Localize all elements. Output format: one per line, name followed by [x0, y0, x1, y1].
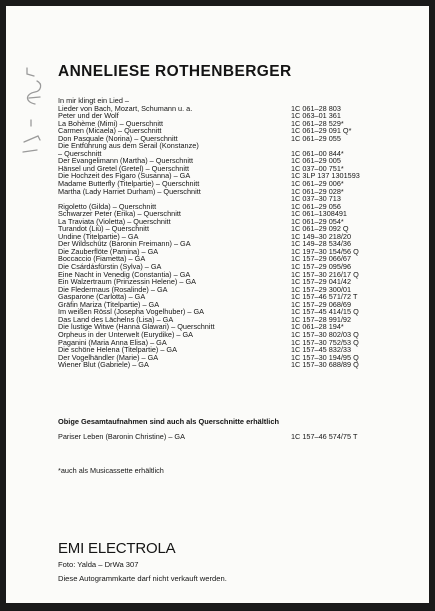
catalog-number: 1C 157–30 194/95 Q — [291, 352, 359, 362]
catalog-number: 1C 157–45 832/33 — [291, 345, 352, 355]
recording-title: La Bohème (Mimi) – Querschnitt — [58, 118, 164, 128]
catalog-number: 1C 061–29 055 — [291, 133, 341, 143]
recording-title: Pariser Leben (Baronin Christine) – GA — [58, 432, 185, 441]
catalog-number: 1C 063–01 361 — [291, 111, 341, 121]
catalog-number: 1C 157–29 041/42 — [291, 277, 352, 287]
catalog-number: 1C 197–30 154/56 Q — [291, 246, 359, 256]
recording-title: Orpheus in der Unterwelt (Eurydike) – GA — [58, 329, 194, 339]
recording-title: Die Fledermaus (Rosalinde) – GA — [58, 284, 168, 294]
catalog-number: 1C 061–29 056 — [291, 201, 341, 211]
recording-title: Gasparone (Carlotta) – GA — [58, 292, 146, 302]
catalog-number: 1C 157–28 991/92 — [291, 314, 352, 324]
catalog-number: 1C 149–30 218/20 — [291, 231, 352, 241]
recording-title: Boccaccio (Fiametta) – GA — [58, 254, 146, 264]
catalog-number: 1C 157–30 802/03 Q — [291, 329, 359, 339]
not-for-sale-notice: Diese Autogrammkarte darf nicht verkauft werden. — [58, 574, 227, 583]
recording-title: Die Zauberflöte (Pamina) – GA — [58, 246, 159, 256]
catalog-number: 1C 061–28 803 — [291, 103, 341, 113]
catalog-number: 1C 061–29 092 Q — [291, 224, 349, 234]
catalog-number: 1C 157–30 216/17 Q — [291, 269, 359, 279]
recording-title: Wiener Blut (Gabriele) – GA — [58, 360, 149, 370]
recording-title: Undine (Titelpartie) – GA — [58, 231, 139, 241]
recording-title: Eine Nacht in Venedig (Constantia) – GA — [58, 269, 191, 279]
catalog-number: 1C 061–29 028* — [291, 186, 344, 196]
recording-title: Die schöne Helena (Titelpartie) – GA — [58, 345, 177, 355]
recording-title: Turandot (Liù) – Querschnitt — [58, 224, 149, 234]
recording-title: La Traviata (Violetta) – Querschnitt — [58, 216, 171, 226]
recording-title: Die Csárdásfürstin (Sylva) – GA — [58, 262, 162, 272]
catalog-number: 1C 157–46 571/72 T — [291, 292, 358, 302]
emi-electrola-logo: EMI ELECTROLA — [58, 540, 176, 557]
catalog-number: 1C 037–30 713 — [291, 194, 341, 204]
catalog-number: 1C 061–28 529* — [291, 118, 344, 128]
recording-title: Gräfin Mariza (Titelpartie) – GA — [58, 299, 160, 309]
list-item — [58, 361, 393, 369]
photo-credit: Foto: Yalda – DrWa 307 — [58, 560, 139, 569]
catalog-number: 1C 061–1308491 — [291, 209, 347, 219]
list-item — [58, 432, 393, 440]
recording-title: Der Wildschütz (Baronin Freimann) – GA — [58, 239, 191, 249]
artist-name-title: ANNELIESE ROTHENBERGER — [58, 63, 292, 80]
list-item — [58, 188, 393, 196]
recording-title: In mir klingt ein Lied – — [58, 96, 129, 105]
catalog-number: 1C 157–45 414/15 Q — [291, 307, 359, 317]
recording-title: Die Entführung aus dem Serail (Konstanze) — [58, 141, 199, 151]
handwritten-pencil-note — [13, 64, 53, 159]
catalog-number: 1C 149–28 534/36 — [291, 239, 352, 249]
recording-title: Carmen (Micaela) – Querschnitt — [58, 126, 162, 136]
catalog-number: 1C 157–29 066/67 — [291, 254, 352, 264]
catalog-number: 1C 061–29 091 Q* — [291, 126, 352, 136]
recording-title: Rigoletto (Gilda) – Querschnitt — [58, 201, 157, 211]
recording-title: Hänsel und Gretel (Gretel) – Querschnitt — [58, 163, 189, 173]
recording-title: Peter und der Wolf — [58, 111, 119, 121]
recording-title: Madame Butterfly (Titelpartie) – Querschnitt — [58, 179, 200, 189]
catalog-number: 1C 061–29 006* — [291, 179, 344, 189]
recording-title: Im weißen Rössl (Josepha Vogelhuber) – GA — [58, 307, 205, 317]
catalog-number: 1C 157–30 688/89 Q — [291, 360, 359, 370]
catalog-number: 1C 157–29 300/01 — [291, 284, 352, 294]
catalog-number: 1C 157–30 752/53 Q — [291, 337, 359, 347]
recording-title: Lieder von Bach, Mozart, Schumann u. a. — [58, 103, 193, 113]
recording-title: Die lustige Witwe (Hanna Glawari) – Querschnitt — [58, 322, 215, 332]
recording-title: Schwarzer Peter (Erika) – Querschnitt — [58, 209, 181, 219]
catalog-number: 1C 157–29 095/96 — [291, 262, 352, 272]
catalog-number: 1C 3LP 137 1301593 — [291, 171, 360, 181]
catalog-number: 1C 061–29 005 — [291, 156, 341, 166]
catalog-number: 1C 061–00 844* — [291, 148, 344, 158]
recording-title: Don Pasquale (Norina) – Querschnitt — [58, 133, 178, 143]
recording-title: – Querschnitt — [58, 148, 102, 158]
catalog-number: 1C 061–28 194* — [291, 322, 344, 332]
catalog-number: 1C 037–00 751* — [291, 163, 344, 173]
recording-list — [58, 97, 393, 369]
recording-title: Der Vogelhändler (Marie) – GA — [58, 352, 159, 362]
catalog-number: 1C 157–29 068/69 — [291, 299, 352, 309]
recording-title: Das Land des Lächelns (Lisa) – GA — [58, 314, 174, 324]
recording-title: Paganini (Maria Anna Elisa) – GA — [58, 337, 167, 347]
recording-title: Die Hochzeit des Figaro (Susanna) – GA — [58, 171, 191, 181]
recording-title: Der Evangelimann (Martha) – Querschnitt — [58, 156, 194, 166]
catalog-number: 1C 157–46 574/75 T — [291, 432, 358, 441]
cassette-footnote: *auch als Musicassette erhältlich — [58, 466, 164, 475]
complete-recordings-note: Obige Gesamtaufnahmen sind auch als Querschnitte erhältlich — [58, 417, 279, 426]
autograph-card — [6, 6, 429, 603]
recording-title: Martha (Lady Harriet Durham) – Querschnitt — [58, 186, 201, 196]
catalog-number: 1C 061–29 054* — [291, 216, 344, 226]
recording-title: Ein Walzertraum (Prinzessin Helene) – GA — [58, 277, 197, 287]
